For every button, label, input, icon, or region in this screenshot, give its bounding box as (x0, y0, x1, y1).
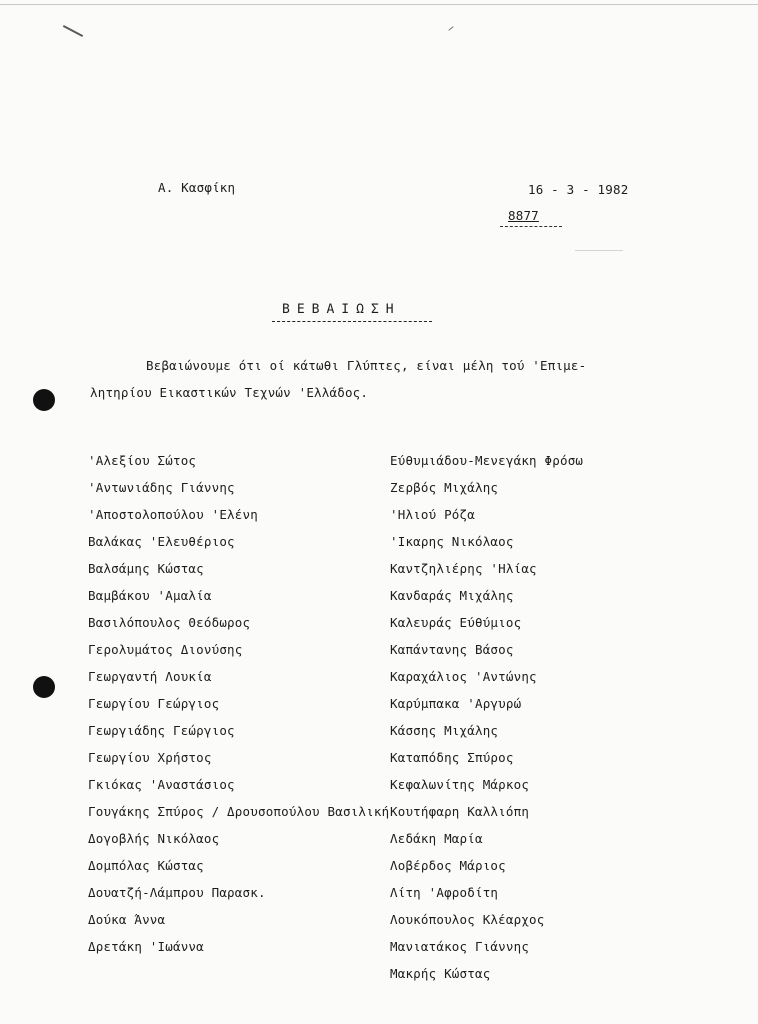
list-item: Ζερβός Μιχάλης (390, 480, 499, 495)
page-edge-line (0, 4, 758, 5)
list-item: Κουτήφαρη Καλλιόπη (390, 804, 530, 819)
protocol-underline (500, 226, 562, 228)
list-item: Δούκα Άννα (88, 912, 166, 927)
list-item: Γουγάκης Σπύρος / Δρουσοπούλου Βασιλική (88, 804, 390, 819)
punch-hole-bottom (33, 676, 55, 698)
list-item: Καπάντανης Βάσος (390, 642, 514, 657)
list-item: Λίτη 'Αφροδίτη (390, 885, 499, 900)
list-item: Γεωργίου Γεώργιος (88, 696, 220, 711)
list-item: Γκιόκας 'Αναστάσιος (88, 777, 235, 792)
pencil-mark (448, 26, 453, 31)
document-date: 16 - 3 - 1982 (528, 182, 629, 197)
list-item: Δογοβλής Νικόλαος (88, 831, 220, 846)
list-item: Γερολυμάτος Διονύσης (88, 642, 243, 657)
list-item: Δομπόλας Κώστας (88, 858, 204, 873)
list-item: Δρετάκη 'Ιωάννα (88, 939, 204, 954)
list-item: Λεδάκη Μαρία (390, 831, 483, 846)
list-item: Βαμβάκου 'Αμαλία (88, 588, 212, 603)
faint-line (575, 250, 623, 251)
list-item: Γεωργίου Χρήστος (88, 750, 212, 765)
sender-name: Α. Κασφίκη (158, 180, 236, 195)
list-item: Καταπόδης Σπύρος (390, 750, 514, 765)
list-item: Μακρής Κώστας (390, 966, 491, 981)
punch-hole-top (33, 389, 55, 411)
list-item: Λουκόπουλος Κλέαρχος (390, 912, 545, 927)
list-item: 'Αντωνιάδης Γιάννης (88, 480, 235, 495)
list-item: Καραχάλιος 'Αντώνης (390, 669, 537, 684)
list-item: Βαλσάμης Κώστας (88, 561, 204, 576)
list-item: 'Αλεξίου Σώτος (88, 453, 197, 468)
list-item: Λοβέρδος Μάριος (390, 858, 506, 873)
list-item: Καλευράς Εύθύμιος (390, 615, 522, 630)
document-title: ΒΕΒΑΙΩΣΗ (282, 302, 401, 317)
members-list-left (88, 453, 389, 966)
list-item: Γεωργαντή Λουκία (88, 669, 212, 684)
members-list-right (390, 453, 583, 993)
title-underline (272, 321, 432, 323)
body-text-line-2: λητηρίου Εικαστικών Τεχνών 'Ελλάδος. (90, 385, 369, 400)
protocol-number: 8877 (508, 208, 539, 223)
list-item: Καντζηλιέρης 'Ηλίας (390, 561, 537, 576)
list-item: Βαλάκας 'Ελευθέριος (88, 534, 235, 549)
list-item: Κεφαλωνίτης Μάρκος (390, 777, 530, 792)
staple-mark (63, 25, 83, 37)
list-item: Δουατζή-Λάμπρου Παρασκ. (88, 885, 266, 900)
list-item: 'Ικαρης Νικόλαος (390, 534, 514, 549)
list-item: Κανδαράς Μιχάλης (390, 588, 514, 603)
list-item: Κάσσης Μιχάλης (390, 723, 499, 738)
list-item: Γεωργιάδης Γεώργιος (88, 723, 235, 738)
list-item: 'Ηλιού Ρόζα (390, 507, 475, 522)
list-item: Εύθυμιάδου-Μενεγάκη Φρόσω (390, 453, 584, 468)
list-item: Μανιατάκος Γιάννης (390, 939, 530, 954)
list-item: Βασιλόπουλος Θεόδωρος (88, 615, 251, 630)
list-item: Καρύμπακα 'Αργυρώ (390, 696, 522, 711)
list-item: 'Αποστολοπούλου 'Ελένη (88, 507, 258, 522)
body-text-line-1: Βεβαιώνουμε ότι οί κάτωθι Γλύπτες, είναι μέλη τού 'Επιμε- (146, 358, 587, 373)
